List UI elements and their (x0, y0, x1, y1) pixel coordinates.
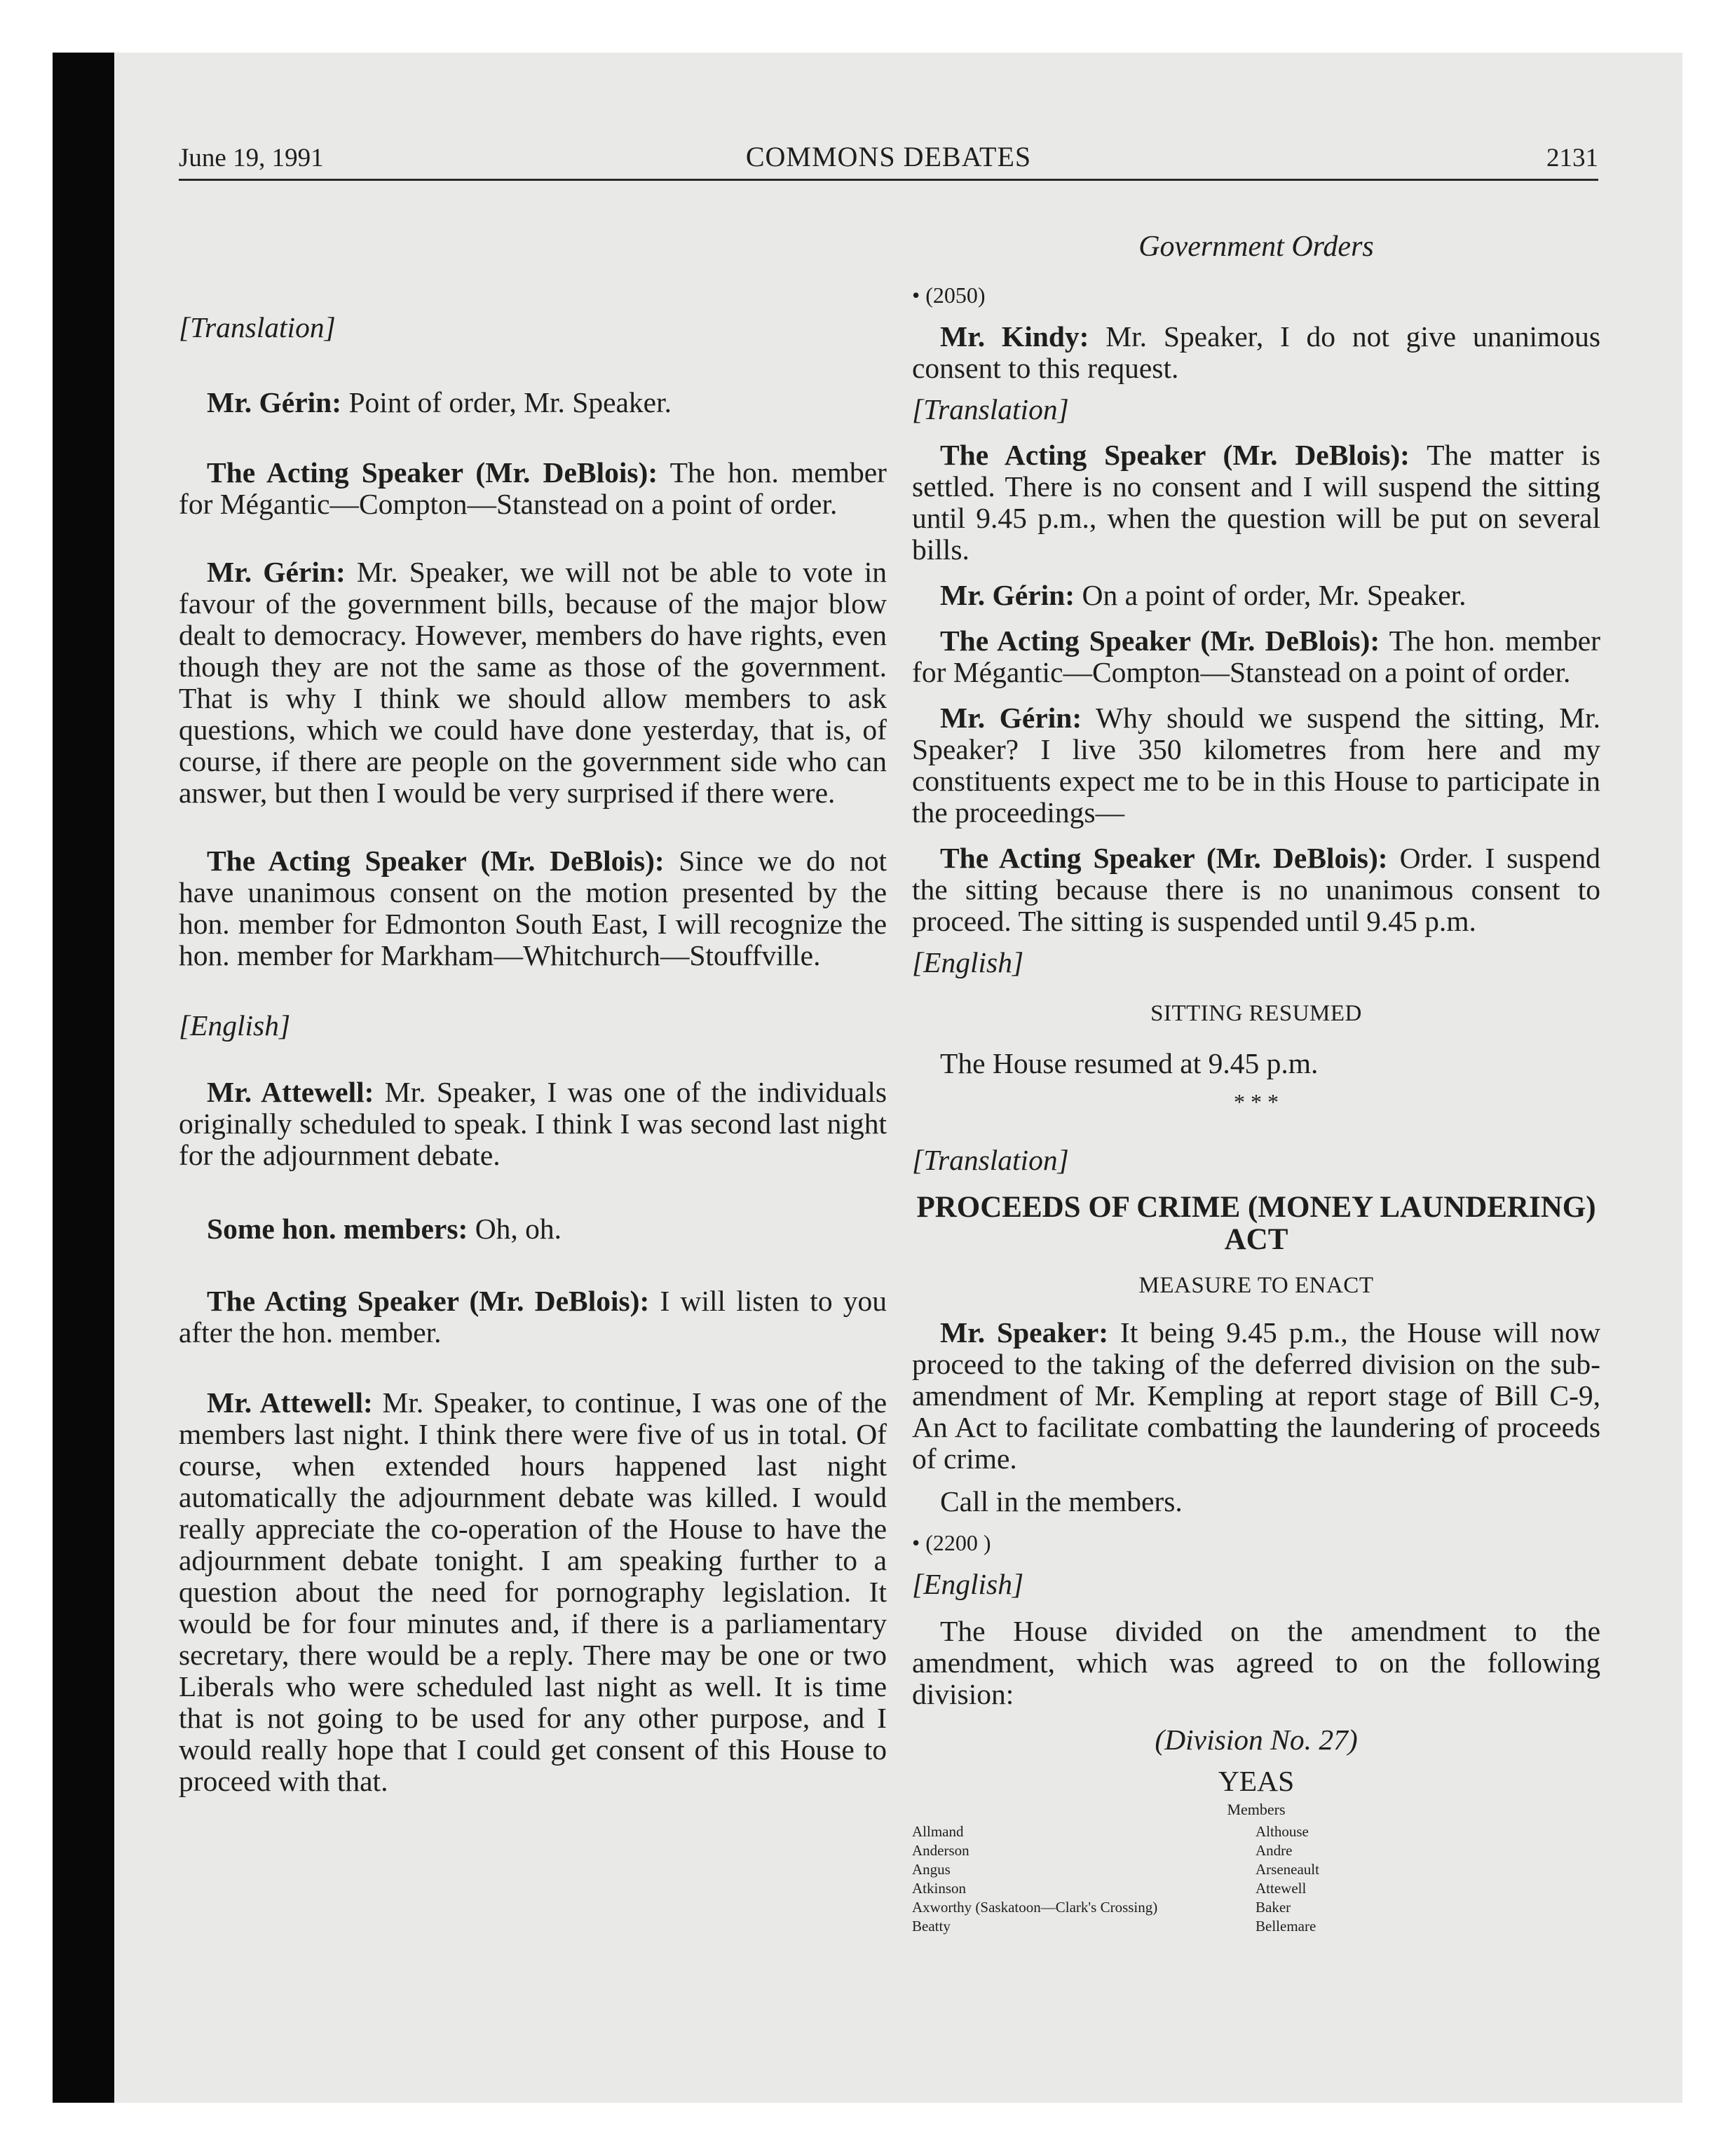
speaker-name: The Acting Speaker (Mr. DeBlois): (207, 456, 658, 489)
speaker-name: Some hon. members: (207, 1213, 468, 1245)
subheading: MEASURE TO ENACT (1138, 1273, 1374, 1298)
speech-text: Point of order, Mr. Speaker. (341, 386, 672, 418)
speaker-name: Mr. Attewell: (207, 1076, 374, 1108)
speaker-name: Mr. Kindy: (940, 320, 1089, 353)
member-name: Arseneault (1256, 1861, 1319, 1878)
speech-paragraph (179, 387, 887, 418)
language-tag: [English] (912, 946, 1024, 978)
bill-title: PROCEEDS OF CRIME (MONEY LAUNDERING) ACT (916, 1191, 1596, 1256)
speech-paragraph (179, 1213, 887, 1245)
speech-paragraph (912, 321, 1600, 384)
speech-paragraph (912, 625, 1600, 688)
member-name: Beatty (912, 1918, 951, 1935)
speaker-name: The Acting Speaker (Mr. DeBlois): (940, 842, 1388, 874)
page-number: 2131 (1546, 144, 1598, 172)
speaker-name: Mr. Gérin: (940, 702, 1082, 734)
section-header: Government Orders (1138, 231, 1374, 263)
member-name: Attewell (1256, 1880, 1307, 1897)
speaker-name: The Acting Speaker (Mr. DeBlois): (940, 625, 1380, 657)
speech-paragraph (179, 1077, 887, 1171)
speaker-name: Mr. Attewell: (207, 1386, 373, 1419)
subheading: SITTING RESUMED (1150, 1001, 1362, 1026)
members-left-column (912, 1822, 1157, 1936)
language-tag: [English] (912, 1568, 1024, 1600)
separator-stars: * * * (1234, 1089, 1279, 1114)
member-name: Atkinson (912, 1880, 967, 1897)
speech-text: I will listen to you after the hon. member. (179, 1285, 887, 1349)
time-marker: • (2200 ) (912, 1530, 991, 1555)
speaker-name: The Acting Speaker (Mr. DeBlois): (207, 845, 665, 877)
speech-text: Mr. Speaker, I was one of the individuals originally scheduled to speak. I think I was second last night for the adjournment debate. (179, 1076, 887, 1171)
language-tag: [Translation] (179, 311, 336, 343)
speech-paragraph (179, 1387, 887, 1797)
speech-text: The matter is settled. There is no consent and I will suspend the sitting until 9.45 p.m., when the question will be put on several bills. (912, 439, 1600, 566)
body-text: The House resumed at 9.45 p.m. (940, 1047, 1319, 1079)
speech-text: Order. I suspend the sitting because there is no unanimous consent to proceed. The sitting is suspended until 9.45 p.m. (912, 842, 1601, 937)
language-tag: [Translation] (912, 1144, 1069, 1176)
member-name: Angus (912, 1861, 951, 1878)
speech-paragraph (912, 842, 1600, 937)
page-header (179, 137, 1598, 181)
speech-paragraph (179, 557, 887, 809)
speech-text: Since we do not have unanimous consent on the motion presented by the hon. member for Edmonton South East, I will recognize the hon. member for Markham—Whitchurch—Stouffville. (179, 845, 887, 971)
speech-text: Oh, oh. (468, 1213, 562, 1245)
language-tag: [English] (179, 1009, 291, 1042)
scanned-page (53, 53, 1682, 2103)
speech-text: The hon. member for Mégantic—Compton—Stanstead on a point of order. (179, 456, 887, 520)
header-date: June 19, 1991 (179, 144, 324, 172)
member-name: Andre (1256, 1842, 1293, 1859)
speaker-name: Mr. Gérin: (207, 386, 342, 418)
members-right-column (1256, 1822, 1319, 1936)
speaker-name: The Acting Speaker (Mr. DeBlois): (940, 439, 1410, 471)
member-name: Allmand (912, 1823, 964, 1840)
speech-paragraph (179, 457, 887, 520)
right-column (912, 203, 1601, 1935)
division-number: (Division No. 27) (1155, 1724, 1358, 1756)
speech-text: On a point of order, Mr. Speaker. (1075, 579, 1467, 611)
header-title: COMMONS DEBATES (745, 141, 1032, 172)
member-name: Bellemare (1256, 1918, 1316, 1935)
members-label: Members (1227, 1801, 1286, 1818)
language-tag: [Translation] (912, 393, 1069, 425)
speech-paragraph (912, 702, 1600, 828)
speaker-name: The Acting Speaker (Mr. DeBlois): (207, 1285, 650, 1317)
yeas-heading: YEAS (1218, 1765, 1295, 1797)
left-column (179, 203, 887, 1797)
time-marker: • (2050) (912, 282, 986, 308)
speech-paragraph (912, 439, 1600, 566)
speech-text: Mr. Speaker, to continue, I was one of the members last night. I think there were five of us in total. Of course, when extended hours happened last night automatically the adjournment debate was killed. I would really appreciate the co-operation of the House to have the adjournment debate tonight. I am speaking further to a question about the need for pornography legislation. It would be for four minutes and, if there is a parliamentary secretary, there would be a reply. There may be one or two Liberals who were scheduled last night as well. It is time that is not going to be used for any other purpose, and I would really hope that I could get consent of this House to proceed with that. (179, 1386, 887, 1797)
member-name: Althouse (1256, 1823, 1309, 1840)
speech-text: The hon. member for Mégantic—Compton—Stanstead on a point of order. (912, 625, 1600, 688)
binding-edge (53, 53, 114, 2103)
speaker-name: Mr. Speaker: (940, 1316, 1109, 1349)
speech-paragraph (912, 1317, 1600, 1475)
speech-paragraph (912, 580, 1600, 611)
speech-text: It being 9.45 p.m., the House will now proceed to the taking of the deferred division on the sub-amendment of Mr. Kempling at report stage of Bill C-9, An Act to facilitate combatting the laundering of proceeds of crime. (912, 1316, 1600, 1475)
speech-text: Why should we suspend the sitting, Mr. Speaker? I live 350 kilometres from here and my constituents expect me to be in this House to participate in the proceedings— (912, 702, 1600, 828)
body-text: Call in the members. (940, 1485, 1183, 1517)
speaker-name: Mr. Gérin: (207, 556, 346, 588)
speech-paragraph (179, 1285, 887, 1349)
speech-paragraph (179, 845, 887, 971)
speaker-name: Mr. Gérin: (940, 579, 1075, 611)
member-name: Axworthy (Saskatoon—Clark's Crossing) (912, 1899, 1158, 1916)
speech-text: Mr. Speaker, we will not be able to vote in favour of the government bills, because of the major blow dealt to democracy. However, members do have rights, even though they are not the same as those of the government. That is why I think we should allow members to ask questions, which we could have done yesterday, that is, of course, if there are people on the government side who can answer, but then I would be very surprised if there were. (179, 556, 887, 809)
speech-text: Mr. Speaker, I do not give unanimous consent to this request. (912, 320, 1600, 384)
member-name: Baker (1256, 1899, 1291, 1916)
member-name: Anderson (912, 1842, 969, 1859)
body-text: The House divided on the amendment to the amendment, which was agreed to on the following division: (912, 1615, 1600, 1710)
